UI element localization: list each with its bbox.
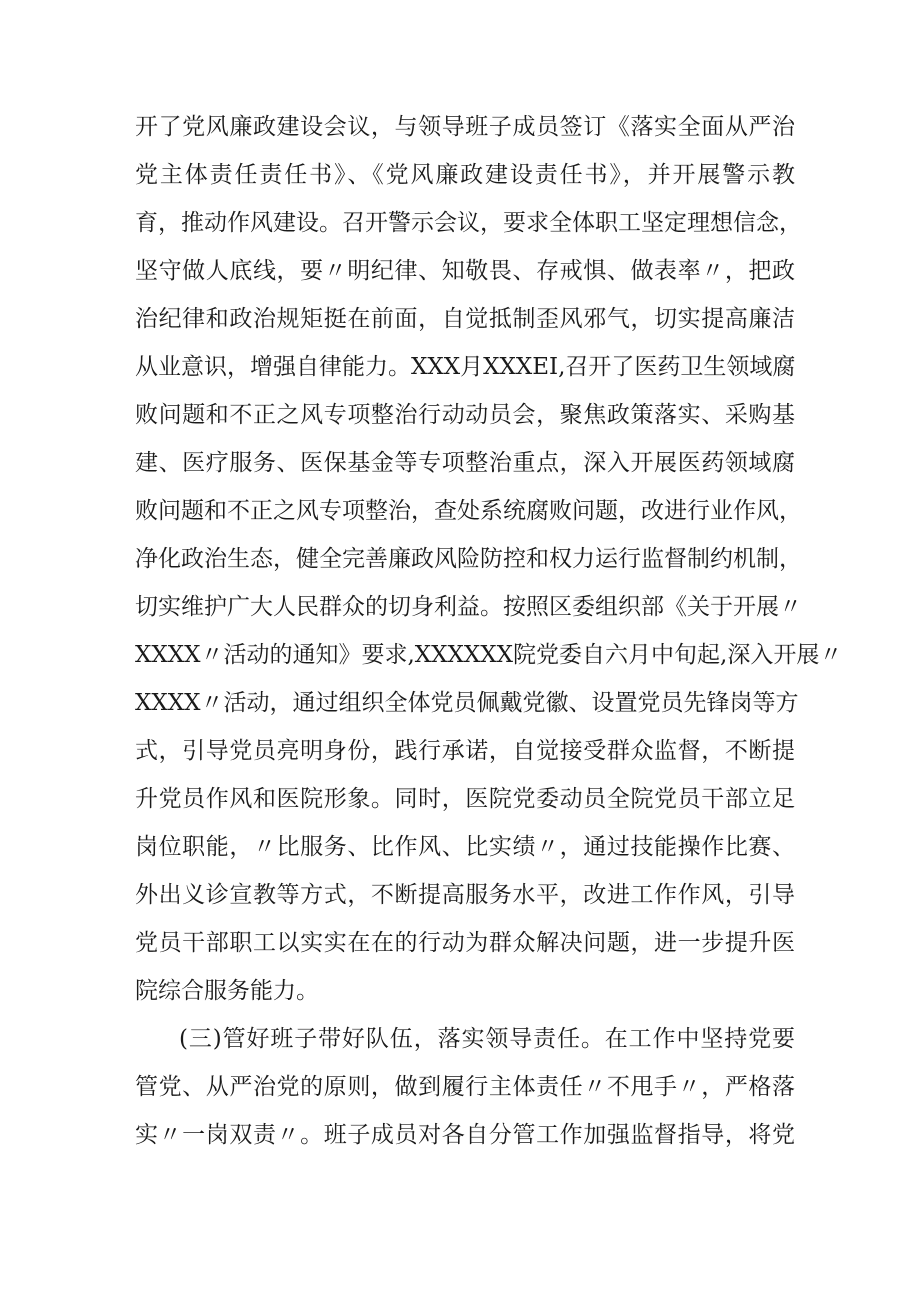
text-line: 建、医疗服务、医保基金等专项整治重点，深入开展医药领域腐	[135, 450, 795, 476]
text-line: 岗位职能，〃比服务、比作风、比实绩〃，通过技能操作比赛、	[135, 834, 795, 860]
text-line: 外出义诊宣教等方式，不断提高服务水平，改进工作作风，引导	[135, 882, 795, 908]
text-line: 治纪律和政治规矩挺在前面，自觉抵制歪风邪气，切实提高廉洁	[135, 306, 795, 332]
text-line: 从业意识，增强自律能力。XXX月XXXEI,召开了医药卫生领域腐	[135, 354, 796, 380]
text-line: 败问题和不正之风专项整治，查处系统腐败问题，改进行业作风，	[135, 498, 802, 524]
text-line: 败问题和不正之风专项整治行动动员会，聚焦政策落实、采购基	[135, 402, 795, 428]
text-line: XXXX〃活动，通过组织全体党员佩戴党徽、设置党员先锋岗等方	[135, 690, 799, 716]
text-line: 切实维护广大人民群众的切身利益。按照区委组织部《关于开展〃	[135, 594, 802, 620]
text-line: 开了党风廉政建设会议，与领导班子成员签订《落实全面从严治	[135, 114, 795, 140]
text-line: 式，引导党员亮明身份，践行承诺，自觉接受群众监督，不断提	[135, 738, 795, 764]
text-line: 坚守做人底线，要〃明纪律、知敬畏、存戒惧、做表率〃，把政	[135, 258, 795, 284]
text-line: 管党、从严治党的原则，做到履行主体责任〃不甩手〃，严格落	[135, 1074, 795, 1100]
text-line: 育，推动作风建设。召开警示会议，要求全体职工坚定理想信念，	[135, 210, 802, 236]
text-line: XXXX〃活动的通知》要求,XXXXXX院党委自六月中旬起,深入开展〃	[135, 642, 843, 668]
text-line: 党员干部职工以实实在在的行动为群众解决问题，进一步提升医	[135, 930, 795, 956]
text-line: 党主体责任责任书》、《党风廉政建设责任书》，并开展警示教	[135, 162, 795, 188]
text-line: 升党员作风和医院形象。同时，医院党委动员全院党员干部立足	[135, 786, 795, 812]
text-line: 院综合服务能力。	[135, 978, 319, 1004]
text-line: 实〃一岗双责〃。班子成员对各自分管工作加强监督指导，将党	[135, 1122, 795, 1148]
text-line: 净化政治生态，健全完善廉政风险防控和权力运行监督制约机制，	[135, 546, 802, 572]
text-line: (三)管好班子带好队伍，落实领导责任。在工作中坚持党要	[179, 1026, 795, 1052]
